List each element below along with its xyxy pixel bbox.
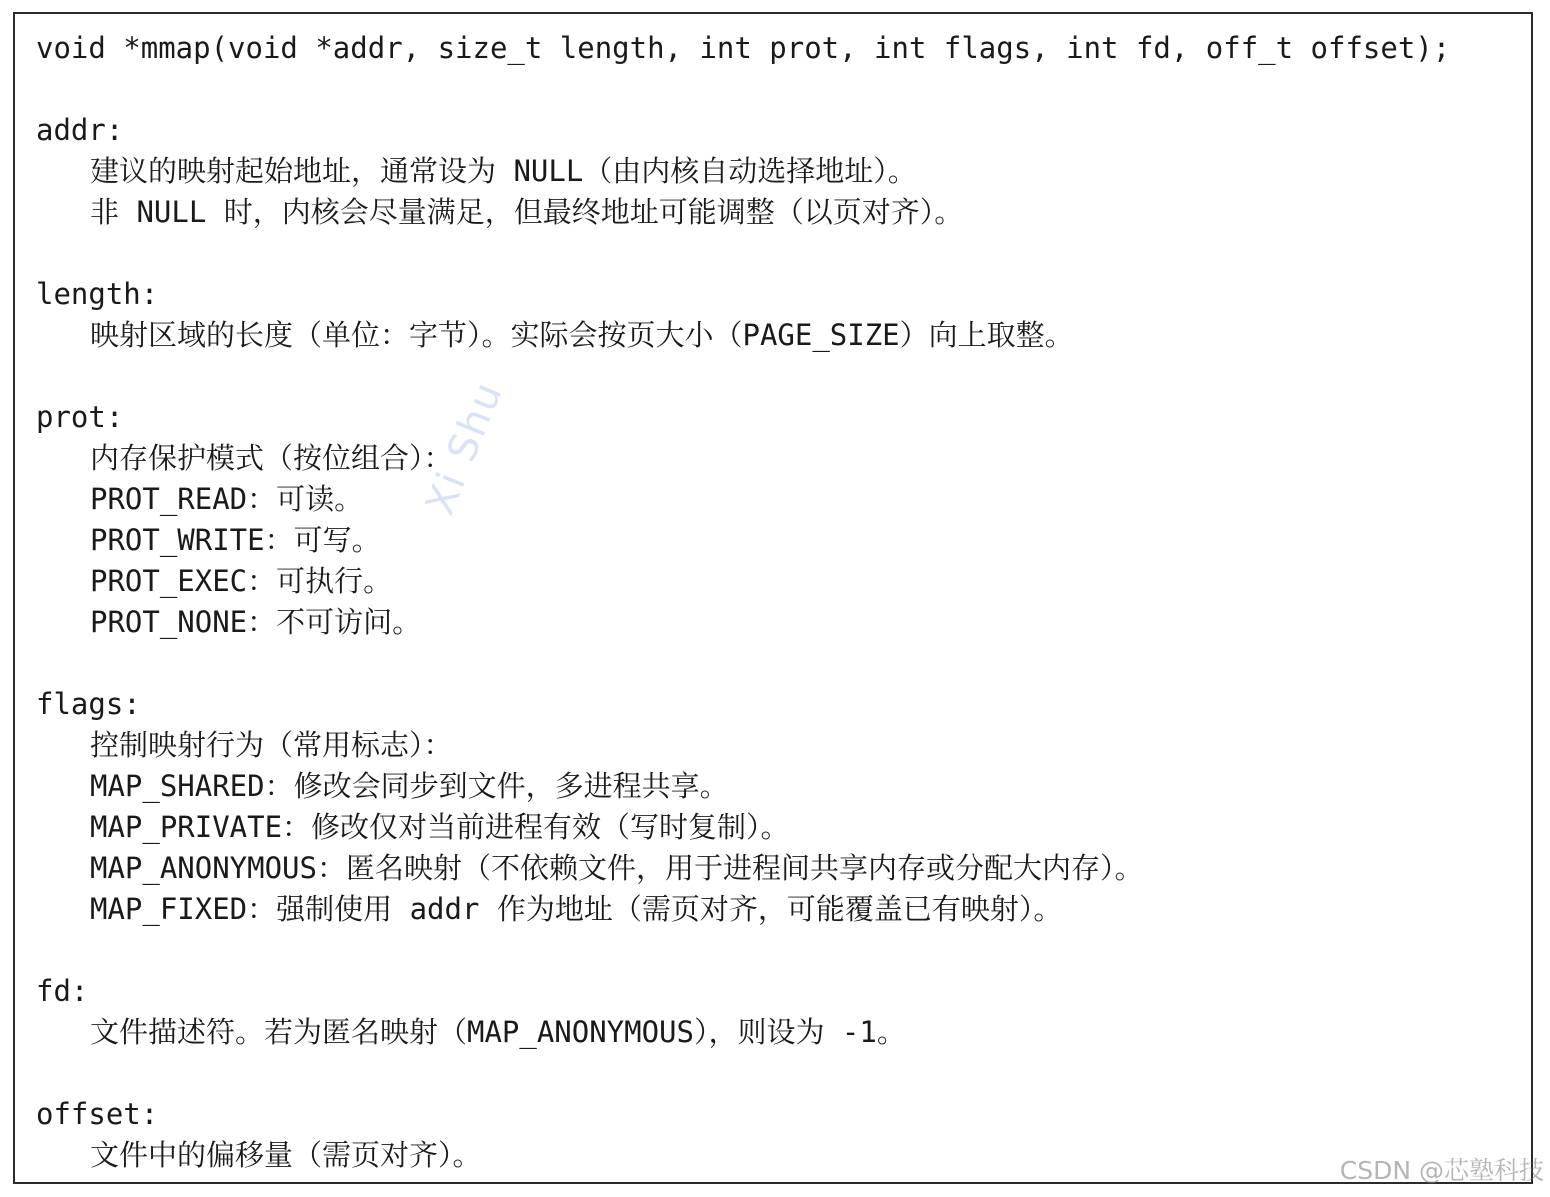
param-addr-desc-1: 建议的映射起始地址，通常设为 NULL（由内核自动选择地址）。 (90, 154, 917, 188)
param-offset-name: offset: (36, 1097, 159, 1131)
csdn-credit: CSDN @芯塾科技 (1339, 1156, 1544, 1185)
param-flags-desc-1: 控制映射行为（常用标志）： (90, 728, 453, 762)
param-prot-desc-2: PROT_READ：可读。 (90, 482, 364, 516)
param-length-name: length: (36, 277, 159, 311)
param-flags-desc-2: MAP_SHARED：修改会同步到文件，多进程共享。 (90, 769, 729, 803)
param-length-desc-1: 映射区域的长度（单位：字节）。实际会按页大小（PAGE_SIZE）向上取整。 (90, 318, 1074, 352)
param-prot-desc-5: PROT_NONE：不可访问。 (90, 605, 422, 639)
param-flags-desc-4: MAP_ANONYMOUS：匿名映射（不依赖文件，用于进程间共享内存或分配大内存）。 (90, 851, 1144, 885)
param-fd-desc-1: 文件描述符。若为匿名映射（MAP_ANONYMOUS），则设为 -1。 (90, 1015, 906, 1049)
watermark-text: Xi Shu (417, 374, 513, 522)
param-prot-desc-3: PROT_WRITE：可写。 (90, 523, 381, 557)
param-flags-desc-3: MAP_PRIVATE：修改仅对当前进程有效（写时复制）。 (90, 810, 790, 844)
function-signature: void *mmap(void *addr, size_t length, int prot, int flags, int fd, off_t offset); (36, 31, 1451, 65)
param-prot-desc-1: 内存保护模式（按位组合）： (90, 441, 453, 475)
param-prot-name: prot: (36, 400, 124, 434)
param-flags-desc-5: MAP_FIXED：强制使用 addr 作为地址（需页对齐，可能覆盖已有映射）。 (90, 892, 1063, 926)
param-addr-name: addr: (36, 113, 124, 147)
param-fd-name: fd: (36, 974, 89, 1008)
param-prot-desc-4: PROT_EXEC：可执行。 (90, 564, 393, 598)
param-flags-name: flags: (36, 687, 141, 721)
param-addr-desc-2: 非 NULL 时，内核会尽量满足，但最终地址可能调整（以页对齐）。 (90, 195, 964, 229)
param-offset-desc-1: 文件中的偏移量（需页对齐）。 (90, 1138, 482, 1172)
